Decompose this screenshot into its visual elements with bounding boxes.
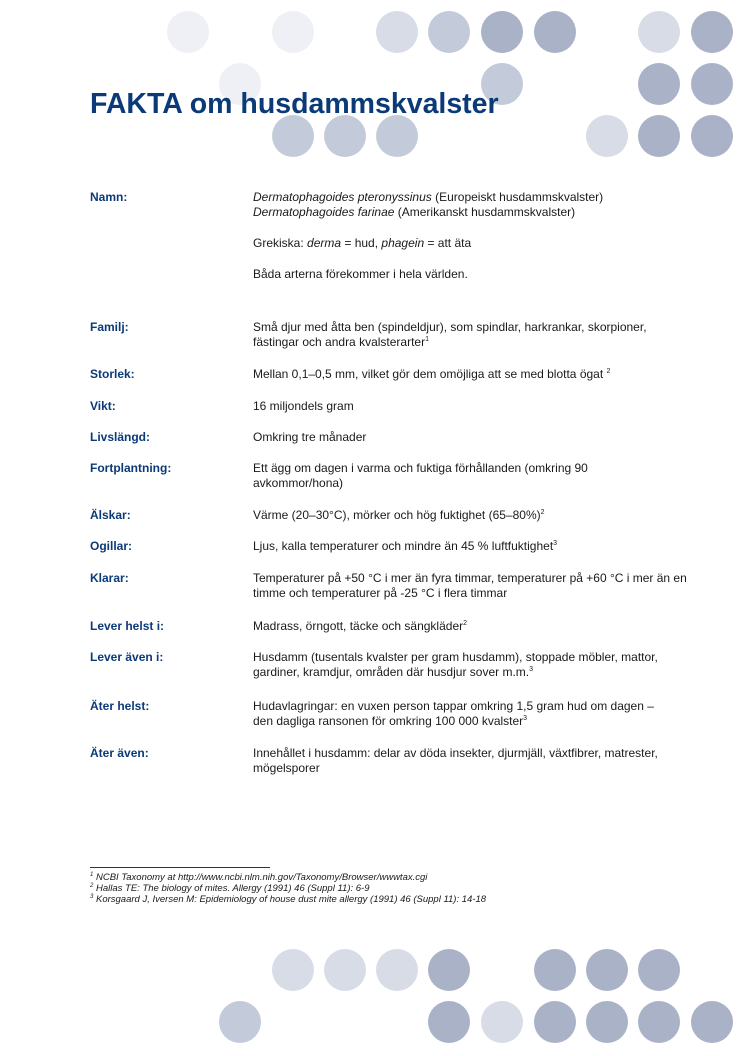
footnote-number: 3	[90, 893, 94, 900]
fact-value	[253, 650, 683, 680]
decorative-dot	[324, 115, 366, 157]
decorative-dot	[534, 1001, 576, 1043]
fact-label: Älskar:	[90, 508, 131, 522]
decorative-dot	[324, 949, 366, 991]
fact-label: Ogillar:	[90, 539, 133, 553]
decorative-dot	[586, 1001, 628, 1043]
species-desc: (Amerikanskt husdammskvalster)	[394, 205, 576, 219]
footnote	[90, 872, 650, 883]
decorative-dot	[691, 1001, 733, 1043]
species-name: Dermatophagoides pteronyssinus	[253, 190, 432, 204]
fact-text: Mellan 0,1–0,5 mm, vilket gör dem omöjliga att se med blotta ögat	[253, 367, 607, 381]
footnote-ref: 3	[529, 666, 534, 673]
fact-value: Innehållet i husdamm: delar av döda insekter, djurmjäll, växtfibrer, matrester, mögelsporer	[253, 746, 658, 775]
decorative-dot	[691, 63, 733, 105]
decorative-dot	[272, 11, 314, 53]
decorative-dot	[691, 115, 733, 157]
decorative-dot	[638, 63, 680, 105]
footnote-text: Hallas TE: The biology of mites. Allergy (1991) 46 (Suppl 11): 6-9	[93, 883, 370, 894]
decorative-dot	[638, 11, 680, 53]
fact-label: Äter även:	[90, 746, 149, 760]
fact-label: Livslängd:	[90, 430, 151, 444]
footnote-number: 2	[90, 882, 94, 889]
decorative-dot	[272, 115, 314, 157]
greek-text: = hud,	[341, 236, 382, 250]
species-desc: (Europeiskt husdammskvalster)	[431, 190, 604, 204]
fact-label: Namn:	[90, 190, 128, 204]
decorative-dot	[376, 115, 418, 157]
fact-text: Små djur med åtta ben (spindeldjur), som spindlar, harkrankar, skorpioner, fästingar och andra kvalsterarter	[253, 320, 647, 349]
fact-label: Fortplantning:	[90, 461, 172, 475]
fact-value: Temperaturer på +50 °C i mer än fyra timmar, temperaturer på +60 °C i mer än en timme och temperaturer på -25 °C i flera timmar	[253, 571, 687, 600]
fact-value	[253, 539, 693, 554]
fact-label: Familj:	[90, 320, 129, 334]
footnote-divider	[90, 867, 270, 868]
fact-label: Vikt:	[90, 399, 116, 413]
decorative-dot	[428, 1001, 470, 1043]
footnote-ref: 2	[606, 368, 611, 375]
footnotes	[90, 872, 650, 905]
decorative-dot	[376, 11, 418, 53]
decorative-dot	[638, 1001, 680, 1043]
fact-value: Omkring tre månader	[253, 430, 367, 444]
decorative-dot	[638, 115, 680, 157]
greek-word: phagein	[381, 236, 425, 250]
fact-text: Husdamm (tusentals kvalster per gram husdamm), stoppade möbler, mattor, gardiner, kramdjur, områden där husdjur sover m.m.	[253, 650, 658, 679]
fact-value	[253, 508, 693, 523]
footnote-number: 1	[90, 871, 94, 878]
footnote-text: Korsgaard J, Iversen M: Epidemiology of house dust mite allergy (1991) 46 (Suppl 11): 14-18	[93, 894, 487, 905]
fact-value	[253, 699, 673, 729]
fact-label: Storlek:	[90, 367, 135, 381]
fact-label: Klarar:	[90, 571, 129, 585]
footnote-ref: 2	[463, 620, 468, 627]
decorative-dot	[534, 949, 576, 991]
fact-value	[253, 619, 693, 634]
decorative-dot	[376, 949, 418, 991]
fact-text: Värme (20–30°C), mörker och hög fuktighet (65–80%)	[253, 508, 541, 522]
fact-text: Madrass, örngott, täcke och sängkläder	[253, 619, 464, 633]
footnote-ref: 1	[425, 336, 429, 343]
greek-text: Grekiska:	[253, 236, 308, 250]
decorative-dot	[167, 11, 209, 53]
decorative-dot	[586, 115, 628, 157]
decorative-dot	[481, 11, 523, 53]
page-title: FAKTA om husdammskvalster	[90, 88, 499, 120]
fact-value: Ett ägg om dagen i varma och fuktiga förhållanden (omkring 90 avkommor/hona)	[253, 461, 588, 490]
decorative-dot	[272, 949, 314, 991]
fact-value: 16 miljondels gram	[253, 399, 354, 413]
fact-value	[253, 190, 693, 282]
decorative-dot	[219, 1001, 261, 1043]
fact-label: Lever helst i:	[90, 619, 165, 633]
greek-text: = att äta	[424, 236, 472, 250]
fact-value	[253, 367, 693, 382]
fact-value	[253, 320, 693, 350]
fact-text: Hudavlagringar: en vuxen person tappar omkring 1,5 gram hud om dagen – den dagliga ransonen för omkring 100 000 kvalster	[253, 699, 654, 728]
species-name: Dermatophagoides farinae	[253, 205, 395, 219]
fact-label: Lever även i:	[90, 650, 164, 664]
decorative-dot	[534, 11, 576, 53]
footnote	[90, 883, 650, 894]
decorative-dot	[428, 949, 470, 991]
decorative-dot	[428, 11, 470, 53]
decorative-dot	[481, 1001, 523, 1043]
fact-label: Äter helst:	[90, 699, 150, 713]
fact-text: Ljus, kalla temperaturer och mindre än 45 % luftfuktighet	[253, 539, 554, 553]
footnote-ref: 3	[553, 540, 558, 547]
footnote-text: NCBI Taxonomy at http://www.ncbi.nlm.nih.gov/Taxonomy/Browser/wwwtax.cgi	[93, 872, 428, 883]
both-species-note: Båda arterna förekommer i hela världen.	[253, 267, 468, 281]
footnote-ref: 3	[523, 715, 528, 722]
footnote-ref: 2	[540, 509, 545, 516]
greek-word: derma	[307, 236, 342, 250]
footnote	[90, 894, 650, 905]
decorative-dot	[638, 949, 680, 991]
decorative-dot	[691, 11, 733, 53]
decorative-dot	[586, 949, 628, 991]
